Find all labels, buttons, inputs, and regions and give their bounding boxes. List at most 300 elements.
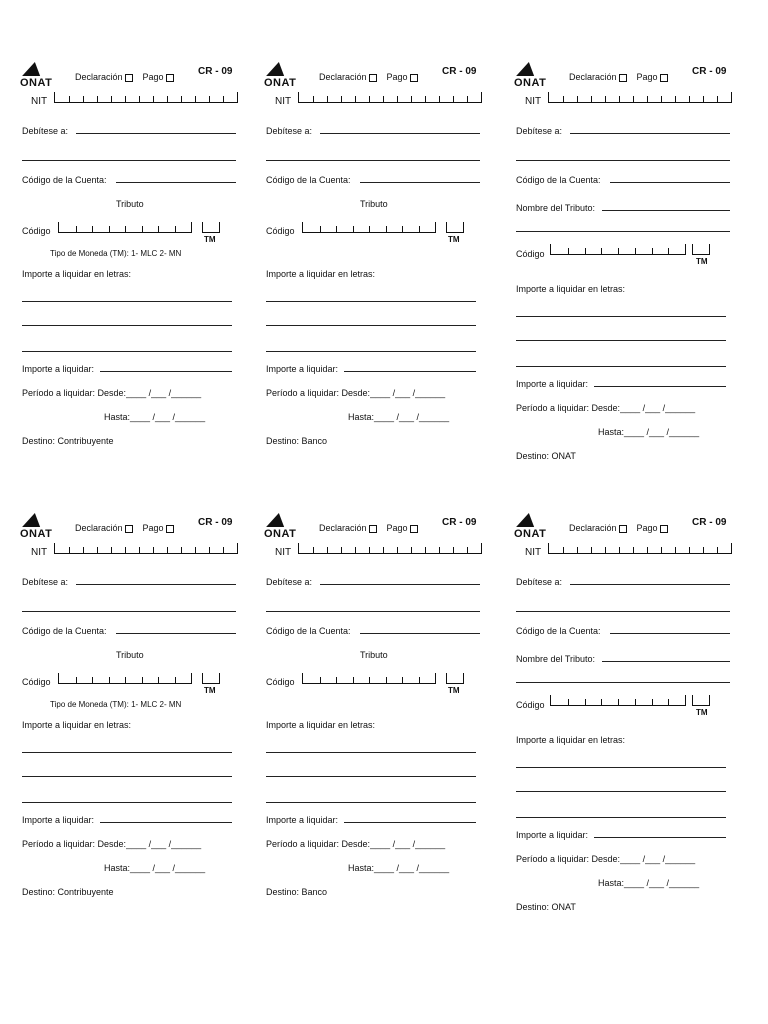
cuenta-field[interactable]	[610, 182, 730, 183]
tick-mark	[181, 96, 182, 102]
header-options	[75, 72, 174, 82]
importe-letras-line-2[interactable]	[22, 776, 232, 777]
importe-letras-line-1[interactable]	[516, 767, 726, 768]
periodo-label: Período a liquidar: Desde:____ /___ /______	[22, 388, 202, 398]
debitese-line-2[interactable]	[266, 160, 480, 161]
tick-mark	[83, 96, 84, 102]
debitese-field[interactable]	[320, 584, 480, 585]
declaracion-label: Declaración	[75, 523, 123, 533]
tick-mark	[591, 547, 592, 553]
codigo-label: Código	[516, 249, 545, 259]
debitese-field[interactable]	[570, 584, 730, 585]
debitese-label: Debítese a:	[516, 577, 563, 587]
tm-label: TM	[448, 235, 460, 244]
tick-mark	[111, 547, 112, 553]
nombre-tributo-field[interactable]	[602, 661, 730, 662]
importe-letras-line-3[interactable]	[516, 366, 726, 367]
declaracion-checkbox[interactable]	[125, 74, 133, 82]
header-options	[319, 523, 418, 533]
codigo-label: Código	[22, 677, 51, 687]
tick-mark	[97, 547, 98, 553]
pago-checkbox[interactable]	[166, 525, 174, 533]
tm-field[interactable]	[446, 673, 464, 684]
tick-mark	[675, 547, 676, 553]
nit-field[interactable]	[298, 543, 482, 554]
tick-mark	[320, 677, 321, 683]
tick-mark	[568, 248, 569, 254]
logo-triangle-icon	[516, 513, 538, 527]
tm-label: TM	[448, 686, 460, 695]
destino-label: Destino: Banco	[266, 436, 328, 446]
tick-mark	[419, 677, 420, 683]
periodo-label: Período a liquidar: Desde:____ /___ /______	[22, 839, 202, 849]
importe-letras-label: Importe a liquidar en letras:	[22, 720, 132, 730]
tick-mark	[605, 96, 606, 102]
codigo-field[interactable]	[302, 222, 436, 233]
nit-label: NIT	[275, 96, 292, 107]
periodo-label: Período a liquidar: Desde:____ /___ /______	[516, 403, 696, 413]
tick-mark	[568, 699, 569, 705]
destino-label: Destino: Banco	[266, 887, 328, 897]
nit-label: NIT	[31, 96, 48, 107]
tick-mark	[76, 226, 77, 232]
importe-field[interactable]	[100, 371, 232, 372]
periodo-label: Período a liquidar: Desde:____ /___ /______	[516, 854, 696, 864]
cuenta-label: Código de la Cuenta:	[22, 626, 107, 636]
importe-field[interactable]	[594, 837, 726, 838]
codigo-label: Código	[266, 226, 295, 236]
tick-mark	[167, 547, 168, 553]
pago-label: Pago	[142, 72, 164, 82]
codigo-field[interactable]	[302, 673, 436, 684]
tick-mark	[397, 547, 398, 553]
codigo-field[interactable]	[550, 695, 686, 706]
destino-label: Destino: ONAT	[516, 451, 576, 461]
cuenta-field[interactable]	[116, 182, 236, 183]
debitese-label: Debítese a:	[22, 126, 69, 136]
tick-mark	[341, 547, 342, 553]
importe-letras-line-2[interactable]	[516, 340, 726, 341]
pago-label: Pago	[142, 523, 164, 533]
tick-mark	[142, 226, 143, 232]
tick-mark	[425, 547, 426, 553]
header-options	[75, 523, 174, 533]
debitese-field[interactable]	[570, 133, 730, 134]
tick-mark	[647, 96, 648, 102]
declaracion-checkbox[interactable]	[125, 525, 133, 533]
importe-letras-line-2[interactable]	[516, 791, 726, 792]
destino-label: Destino: ONAT	[516, 902, 576, 912]
tm-field[interactable]	[692, 695, 710, 706]
logo-text: ONAT	[20, 528, 53, 540]
tick-mark	[355, 96, 356, 102]
tick-mark	[195, 96, 196, 102]
tick-mark	[577, 96, 578, 102]
importe-letras-line-1[interactable]	[516, 316, 726, 317]
nit-field[interactable]	[298, 92, 482, 103]
importe-letras-line-3[interactable]	[266, 802, 476, 803]
tick-mark	[313, 96, 314, 102]
tick-mark	[383, 96, 384, 102]
tick-mark	[353, 677, 354, 683]
logo-triangle-icon	[266, 513, 288, 527]
logo-triangle-icon	[22, 513, 44, 527]
tick-mark	[386, 677, 387, 683]
tick-mark	[223, 547, 224, 553]
tick-mark	[419, 226, 420, 232]
debitese-field[interactable]	[76, 584, 236, 585]
tick-mark	[195, 547, 196, 553]
tick-mark	[439, 96, 440, 102]
debitese-label: Debítese a:	[266, 126, 313, 136]
tick-mark	[153, 96, 154, 102]
tick-mark	[717, 547, 718, 553]
nombre-tributo-field[interactable]	[602, 210, 730, 211]
declaracion-checkbox[interactable]	[619, 525, 627, 533]
debitese-label: Debítese a:	[22, 577, 69, 587]
onat-logo	[20, 513, 60, 543]
tick-mark	[353, 226, 354, 232]
declaracion-label: Declaración	[319, 523, 367, 533]
importe-letras-line-1[interactable]	[266, 752, 476, 753]
nit-field[interactable]	[54, 543, 238, 554]
tick-mark	[619, 96, 620, 102]
cuenta-field[interactable]	[360, 182, 480, 183]
tick-mark	[175, 677, 176, 683]
tick-mark	[383, 547, 384, 553]
tick-mark	[635, 699, 636, 705]
tm-field[interactable]	[202, 673, 220, 684]
tick-mark	[327, 96, 328, 102]
tick-mark	[402, 226, 403, 232]
importe-field[interactable]	[344, 371, 476, 372]
logo-text: ONAT	[264, 77, 297, 89]
importe-field[interactable]	[344, 822, 476, 823]
tax-form-b	[264, 64, 489, 454]
tm-label: TM	[204, 235, 216, 244]
debitese-label: Debítese a:	[516, 126, 563, 136]
logo-text: ONAT	[514, 528, 547, 540]
importe-field[interactable]	[100, 822, 232, 823]
tributo-label: Tributo	[116, 650, 144, 660]
tick-mark	[76, 677, 77, 683]
moneda-note: Tipo de Moneda (TM): 1- MLC 2- MN	[50, 249, 182, 258]
logo-text: ONAT	[514, 77, 547, 89]
debitese-field[interactable]	[320, 133, 480, 134]
tick-mark	[717, 96, 718, 102]
tick-mark	[125, 677, 126, 683]
logo-triangle-icon	[22, 62, 44, 76]
tick-mark	[139, 96, 140, 102]
tick-mark	[111, 96, 112, 102]
tick-mark	[125, 547, 126, 553]
importe-letras-line-1[interactable]	[22, 301, 232, 302]
header-options	[319, 72, 418, 82]
tax-form-c	[514, 515, 739, 912]
pago-checkbox[interactable]	[166, 74, 174, 82]
tick-mark	[336, 677, 337, 683]
destino-label: Destino: Contribuyente	[22, 887, 114, 897]
form-code: CR - 09	[442, 66, 477, 77]
tick-mark	[467, 96, 468, 102]
declaracion-label: Declaración	[569, 72, 617, 82]
hasta-label: Hasta:____ /___ /______	[598, 427, 700, 437]
tick-mark	[661, 96, 662, 102]
cuenta-label: Código de la Cuenta:	[266, 626, 351, 636]
tick-mark	[125, 226, 126, 232]
pago-label: Pago	[636, 72, 658, 82]
tax-form-a	[20, 64, 245, 454]
hasta-label: Hasta:____ /___ /______	[104, 863, 206, 873]
tick-mark	[209, 547, 210, 553]
tick-mark	[223, 96, 224, 102]
importe-label: Importe a liquidar:	[516, 379, 589, 389]
nombre-tributo-label: Nombre del Tributo:	[516, 203, 596, 213]
codigo-label: Código	[516, 700, 545, 710]
tick-mark	[618, 699, 619, 705]
tick-mark	[320, 226, 321, 232]
pago-checkbox[interactable]	[410, 525, 418, 533]
onat-logo	[20, 62, 60, 92]
importe-label: Importe a liquidar:	[516, 830, 589, 840]
debitese-line-2[interactable]	[516, 611, 730, 612]
logo-triangle-icon	[266, 62, 288, 76]
tick-mark	[619, 547, 620, 553]
pago-label: Pago	[636, 523, 658, 533]
tick-mark	[397, 96, 398, 102]
tick-mark	[563, 96, 564, 102]
tick-mark	[601, 248, 602, 254]
importe-label: Importe a liquidar:	[266, 364, 339, 374]
hasta-label: Hasta:____ /___ /______	[348, 863, 450, 873]
importe-letras-line-2[interactable]	[22, 325, 232, 326]
importe-field[interactable]	[594, 386, 726, 387]
declaracion-checkbox[interactable]	[619, 74, 627, 82]
form-code: CR - 09	[692, 517, 727, 528]
nombre-tributo-label: Nombre del Tributo:	[516, 654, 596, 664]
nit-label: NIT	[275, 547, 292, 558]
debitese-field[interactable]	[76, 133, 236, 134]
cuenta-label: Código de la Cuenta:	[266, 175, 351, 185]
hasta-label: Hasta:____ /___ /______	[104, 412, 206, 422]
importe-letras-line-1[interactable]	[266, 301, 476, 302]
tick-mark	[327, 547, 328, 553]
periodo-label: Período a liquidar: Desde:____ /___ /______	[266, 388, 446, 398]
tick-mark	[703, 547, 704, 553]
tick-mark	[675, 96, 676, 102]
nit-field[interactable]	[548, 92, 732, 103]
form-code: CR - 09	[442, 517, 477, 528]
tick-mark	[369, 677, 370, 683]
codigo-field[interactable]	[550, 244, 686, 255]
pago-checkbox[interactable]	[410, 74, 418, 82]
hasta-label: Hasta:____ /___ /______	[348, 412, 450, 422]
tick-mark	[125, 96, 126, 102]
debitese-label: Debítese a:	[266, 577, 313, 587]
cuenta-field[interactable]	[610, 633, 730, 634]
importe-letras-line-3[interactable]	[266, 351, 476, 352]
tick-mark	[69, 547, 70, 553]
tick-mark	[167, 96, 168, 102]
tick-mark	[668, 699, 669, 705]
tm-field[interactable]	[446, 222, 464, 233]
header-options	[569, 72, 668, 82]
tick-mark	[92, 226, 93, 232]
tick-mark	[209, 96, 210, 102]
cuenta-label: Código de la Cuenta:	[516, 626, 601, 636]
onat-logo	[514, 513, 554, 543]
debitese-line-2[interactable]	[22, 160, 236, 161]
tick-mark	[109, 226, 110, 232]
tick-mark	[577, 547, 578, 553]
importe-letras-line-1[interactable]	[22, 752, 232, 753]
tax-form-a	[20, 515, 245, 905]
tick-mark	[439, 547, 440, 553]
form-code: CR - 09	[198, 517, 233, 528]
codigo-label: Código	[22, 226, 51, 236]
tick-mark	[83, 547, 84, 553]
pago-label: Pago	[386, 523, 408, 533]
tick-mark	[652, 699, 653, 705]
importe-letras-line-2[interactable]	[266, 325, 476, 326]
tm-label: TM	[696, 708, 708, 717]
tick-mark	[313, 547, 314, 553]
tick-mark	[369, 96, 370, 102]
tick-mark	[158, 677, 159, 683]
tick-mark	[467, 547, 468, 553]
tributo-label: Tributo	[116, 199, 144, 209]
tick-mark	[689, 547, 690, 553]
tick-mark	[153, 547, 154, 553]
debitese-line-2[interactable]	[22, 611, 236, 612]
tick-mark	[175, 226, 176, 232]
tick-mark	[601, 699, 602, 705]
tick-mark	[585, 699, 586, 705]
importe-letras-line-3[interactable]	[22, 351, 232, 352]
hasta-label: Hasta:____ /___ /______	[598, 878, 700, 888]
tick-mark	[605, 547, 606, 553]
debitese-line-2[interactable]	[516, 160, 730, 161]
tm-label: TM	[696, 257, 708, 266]
importe-letras-label: Importe a liquidar en letras:	[266, 720, 376, 730]
tributo-label: Tributo	[360, 199, 388, 209]
importe-letras-label: Importe a liquidar en letras:	[22, 269, 132, 279]
tick-mark	[109, 677, 110, 683]
nombre-tributo-line-2[interactable]	[516, 231, 730, 232]
importe-letras-label: Importe a liquidar en letras:	[516, 284, 626, 294]
declaracion-checkbox[interactable]	[369, 525, 377, 533]
cuenta-field[interactable]	[116, 633, 236, 634]
tax-form-c	[514, 64, 739, 461]
periodo-label: Período a liquidar: Desde:____ /___ /______	[266, 839, 446, 849]
tick-mark	[661, 547, 662, 553]
tick-mark	[633, 96, 634, 102]
destino-label: Destino: Contribuyente	[22, 436, 114, 446]
tributo-label: Tributo	[360, 650, 388, 660]
header-options	[569, 523, 668, 533]
tick-mark	[668, 248, 669, 254]
importe-letras-label: Importe a liquidar en letras:	[266, 269, 376, 279]
importe-letras-line-2[interactable]	[266, 776, 476, 777]
tick-mark	[369, 547, 370, 553]
tick-mark	[386, 226, 387, 232]
tick-mark	[69, 96, 70, 102]
declaracion-label: Declaración	[569, 523, 617, 533]
nit-label: NIT	[31, 547, 48, 558]
tick-mark	[181, 547, 182, 553]
logo-triangle-icon	[516, 62, 538, 76]
cuenta-label: Código de la Cuenta:	[22, 175, 107, 185]
tick-mark	[92, 677, 93, 683]
tick-mark	[647, 547, 648, 553]
form-code: CR - 09	[692, 66, 727, 77]
tick-mark	[402, 677, 403, 683]
importe-label: Importe a liquidar:	[22, 815, 95, 825]
tick-mark	[369, 226, 370, 232]
onat-logo	[514, 62, 554, 92]
tick-mark	[97, 96, 98, 102]
codigo-field[interactable]	[58, 222, 192, 233]
tm-field[interactable]	[692, 244, 710, 255]
tick-mark	[336, 226, 337, 232]
tick-mark	[453, 96, 454, 102]
tax-form-b	[264, 515, 489, 905]
tick-mark	[355, 547, 356, 553]
tick-mark	[142, 677, 143, 683]
importe-letras-line-3[interactable]	[516, 817, 726, 818]
nit-label: NIT	[525, 547, 542, 558]
tick-mark	[425, 96, 426, 102]
pago-checkbox[interactable]	[660, 74, 668, 82]
declaracion-checkbox[interactable]	[369, 74, 377, 82]
tm-label: TM	[204, 686, 216, 695]
tick-mark	[689, 96, 690, 102]
importe-label: Importe a liquidar:	[22, 364, 95, 374]
tick-mark	[703, 96, 704, 102]
tick-mark	[139, 547, 140, 553]
moneda-note: Tipo de Moneda (TM): 1- MLC 2- MN	[50, 700, 182, 709]
importe-label: Importe a liquidar:	[266, 815, 339, 825]
logo-text: ONAT	[264, 528, 297, 540]
tick-mark	[158, 226, 159, 232]
form-code: CR - 09	[198, 66, 233, 77]
logo-text: ONAT	[20, 77, 53, 89]
declaracion-label: Declaración	[319, 72, 367, 82]
codigo-field[interactable]	[58, 673, 192, 684]
nit-field[interactable]	[548, 543, 732, 554]
importe-letras-label: Importe a liquidar en letras:	[516, 735, 626, 745]
onat-logo	[264, 62, 304, 92]
importe-letras-line-3[interactable]	[22, 802, 232, 803]
tick-mark	[633, 547, 634, 553]
debitese-line-2[interactable]	[266, 611, 480, 612]
pago-checkbox[interactable]	[660, 525, 668, 533]
cuenta-field[interactable]	[360, 633, 480, 634]
tick-mark	[411, 547, 412, 553]
codigo-label: Código	[266, 677, 295, 687]
cuenta-label: Código de la Cuenta:	[516, 175, 601, 185]
tick-mark	[618, 248, 619, 254]
nombre-tributo-line-2[interactable]	[516, 682, 730, 683]
tick-mark	[563, 547, 564, 553]
tick-mark	[591, 96, 592, 102]
tm-field[interactable]	[202, 222, 220, 233]
onat-logo	[264, 513, 304, 543]
nit-label: NIT	[525, 96, 542, 107]
tick-mark	[341, 96, 342, 102]
pago-label: Pago	[386, 72, 408, 82]
nit-field[interactable]	[54, 92, 238, 103]
